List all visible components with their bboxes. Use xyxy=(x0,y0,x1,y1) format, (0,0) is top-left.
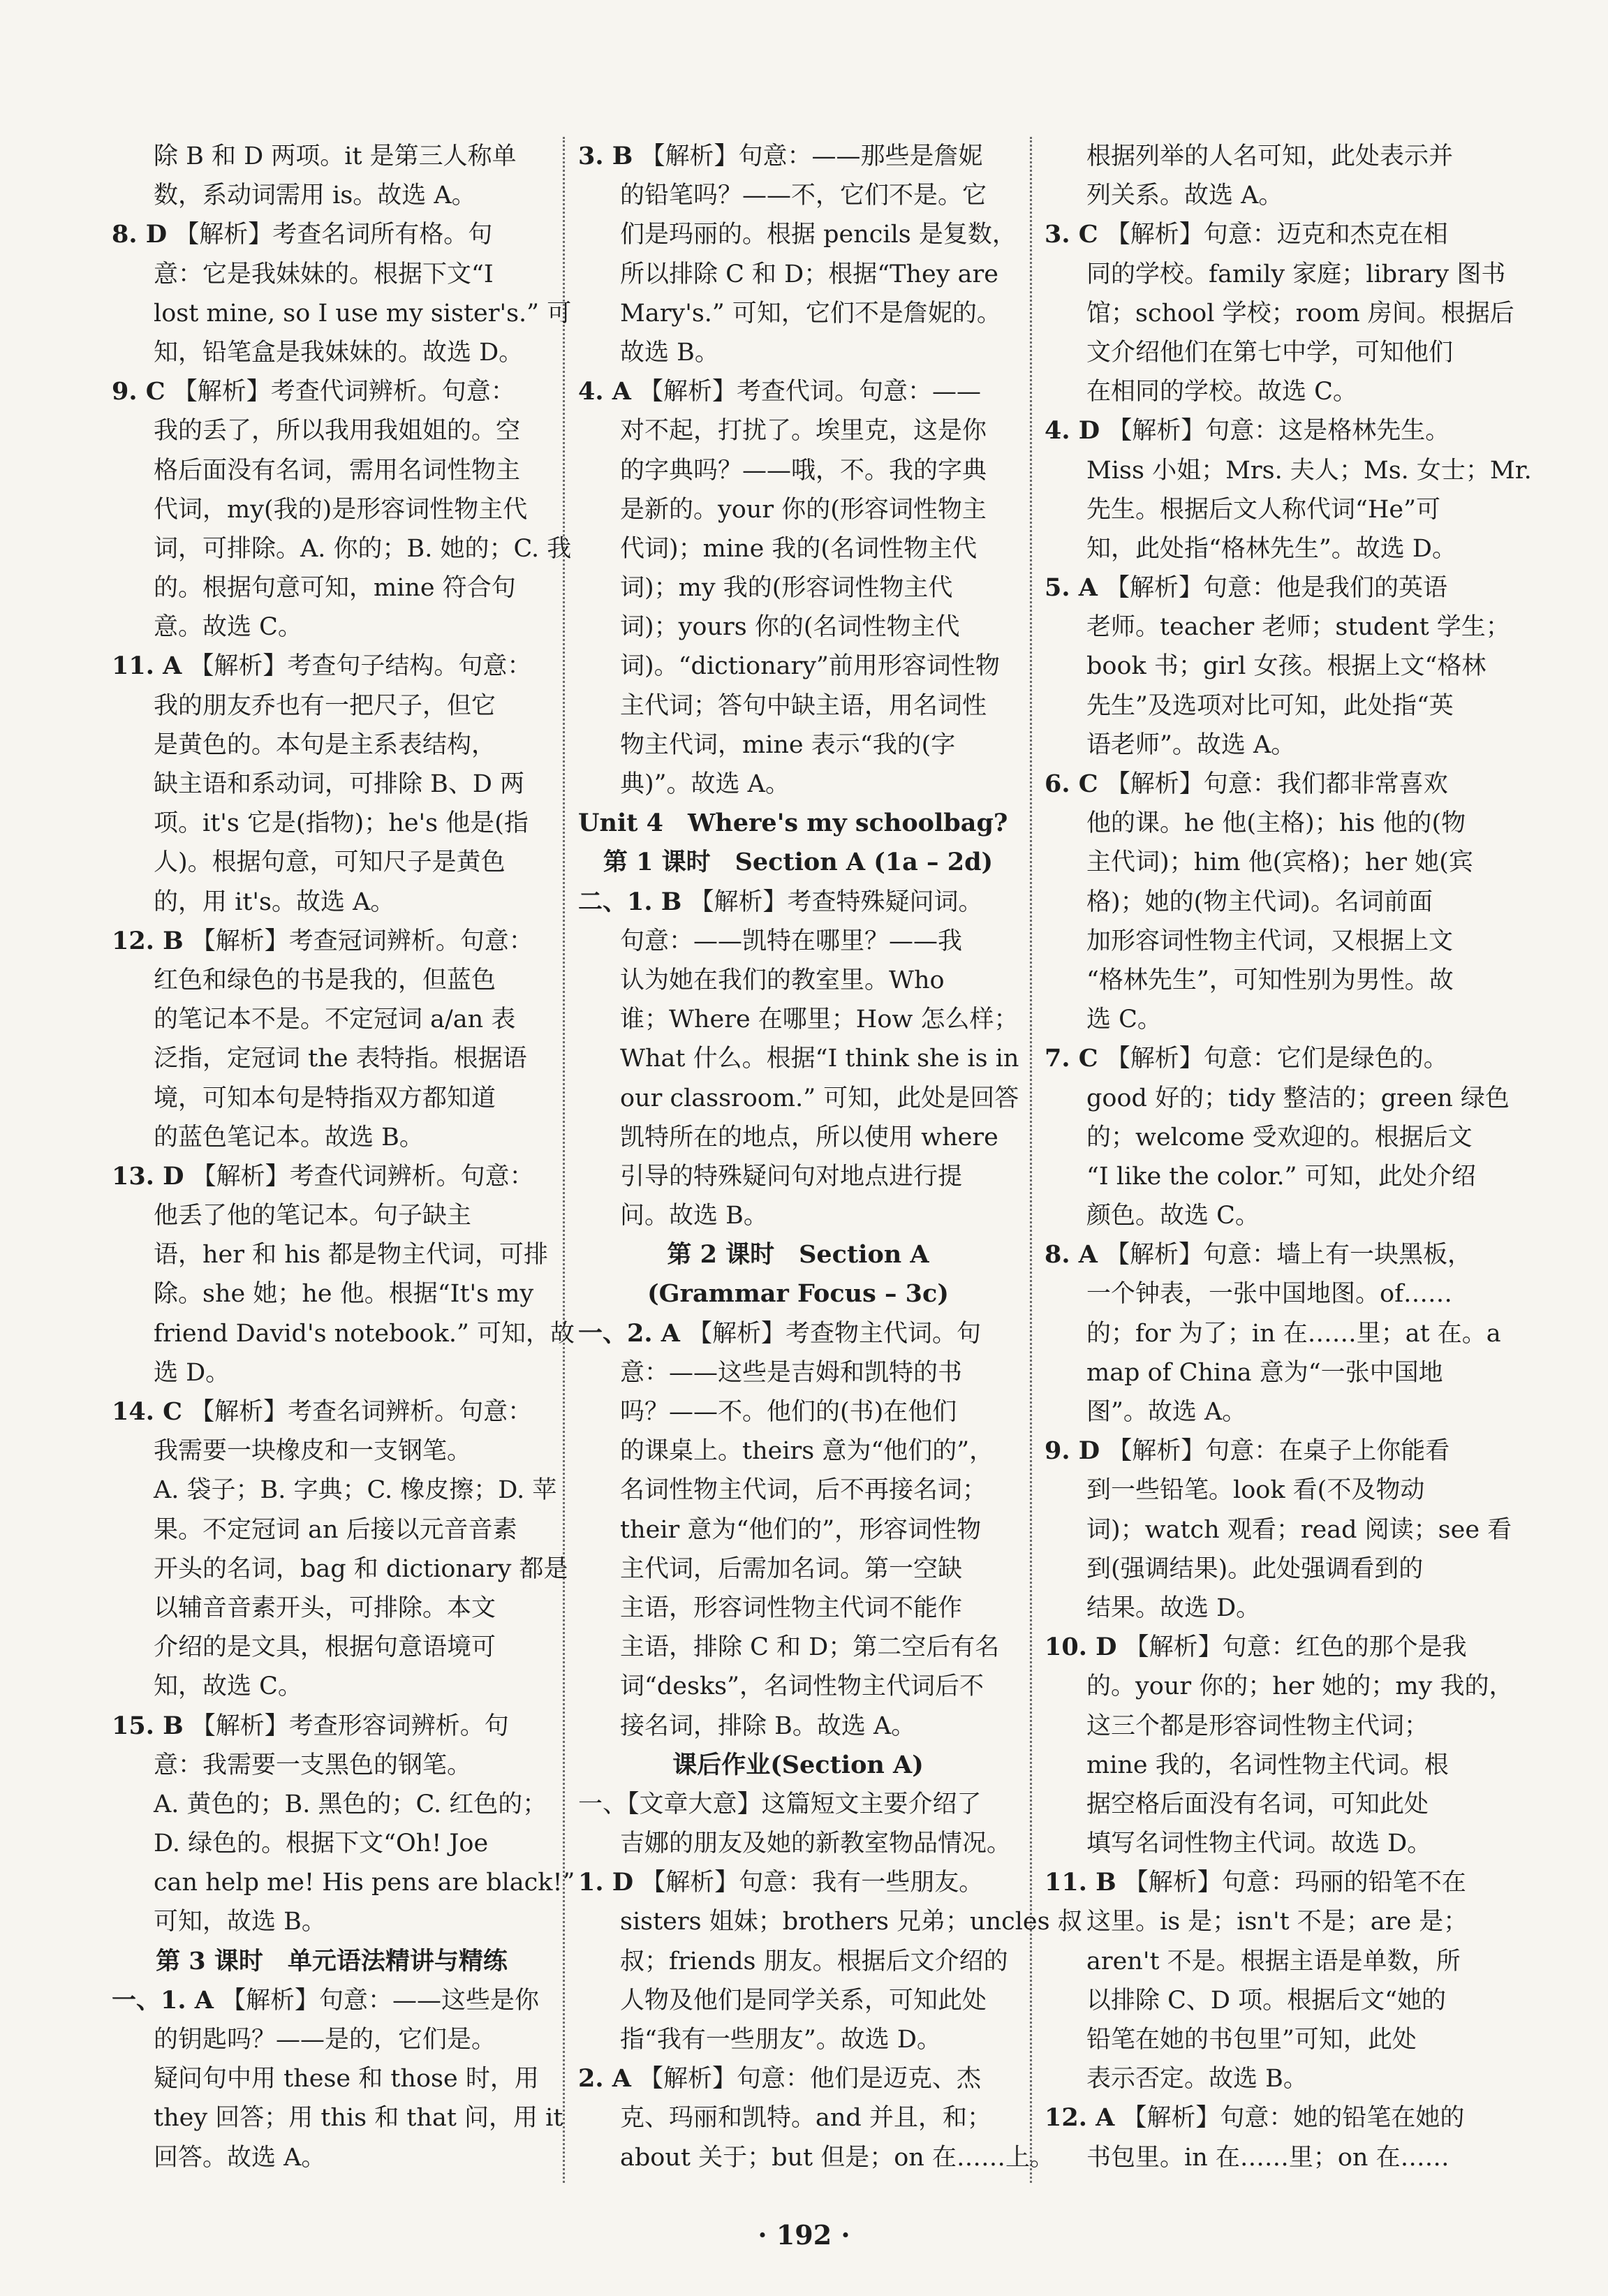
answer-line: our classroom.” 可知，此处是回答 xyxy=(620,1084,1019,1112)
answer-line: A. 黄色的；B. 黑色的；C. 红色的； xyxy=(154,1790,547,1818)
answer-line: book 书；girl 女孩。根据上文“格林 xyxy=(1086,652,1487,681)
answer-line: 所以排除 C 和 D；根据“They are xyxy=(620,260,998,288)
answer-line: 我需要一块橡皮和一支钢笔。 xyxy=(154,1437,472,1466)
answer-line: 主代词)；him 他(宾格)；her 她(宾 xyxy=(1086,848,1473,877)
answer-line: 以排除 C、D 项。根据后文“她的 xyxy=(1086,1986,1446,2015)
answer-line: 们是玛丽的。根据 pencils 是复数， xyxy=(620,221,1017,249)
answer-line: 吉娜的朋友及她的新教室物品情况。 xyxy=(620,1830,1012,1858)
answer-item-start: 一、1. A 【解析】句意：——这些是你 xyxy=(112,1985,540,2015)
answer-line: 代词，my(我的)是形容词性物主代 xyxy=(154,495,528,524)
answer-label: 6. C xyxy=(1045,770,1098,798)
answer-line: 知，此处指“格林先生”。故选 D。 xyxy=(1086,534,1456,563)
answer-line: 除。she 她；he 他。根据“It's my xyxy=(154,1280,534,1309)
answer-line: 到一些铅笔。look 看(不及物动 xyxy=(1086,1476,1425,1505)
answer-line: map of China 意为“一张中国地 xyxy=(1086,1358,1443,1387)
answer-line: 谁；Where 在哪里；How 怎么样； xyxy=(620,1006,1019,1034)
answer-label: 2. A xyxy=(578,2064,631,2093)
answer-line: 一个钟表，一张中国地图。of…… xyxy=(1086,1280,1453,1309)
answer-line: 数，系动词需用 is。故选 A。 xyxy=(154,182,476,210)
answer-item-start: 1. D 【解析】句意：我有一些朋友。 xyxy=(578,1868,984,1897)
answer-line: 据空格后面没有名词，可知此处 xyxy=(1086,1790,1429,1818)
answer-line: 加形容词性物主代词，又根据上文 xyxy=(1086,927,1454,955)
answer-line: 泛指，定冠词 the 表特指。根据语 xyxy=(154,1045,527,1073)
answer-line: 这里。is 是；isn't 不是；are 是； xyxy=(1086,1908,1468,1936)
answer-line: 格)；她的(物主代词)。名词前面 xyxy=(1086,888,1433,916)
answer-line: can help me! His pens are black!” xyxy=(154,1869,575,1897)
answer-item-start: 14. C 【解析】考查名词辨析。句意： xyxy=(112,1397,533,1426)
answer-label: 8. D xyxy=(112,220,168,249)
answer-line: 的蓝色笔记本。故选 B。 xyxy=(154,1123,424,1151)
answer-label: 15. B xyxy=(112,1711,184,1740)
answer-item-start: 一、2. A 【解析】考查物主代词。句 xyxy=(578,1318,982,1348)
answer-line: 词)；my 我的(形容词性物主代 xyxy=(620,574,953,603)
answer-line: 名词性物主代词，后不再接名词； xyxy=(620,1476,987,1505)
answer-item-start: 2. A 【解析】句意：他们是迈克、杰 xyxy=(578,2064,982,2093)
answer-line: 我的丢了，所以我用我姐姐的。空 xyxy=(154,417,521,446)
answer-line: 词)。“dictionary”前用形容词性物 xyxy=(620,652,1000,681)
answer-line: 的钥匙吗？——是的，它们是。 xyxy=(154,2026,496,2054)
answer-line: A. 袋子；B. 字典；C. 橡皮擦；D. 苹 xyxy=(154,1476,557,1505)
answer-line: aren't 不是。根据主语是单数，所 xyxy=(1086,1947,1461,1975)
answer-item-start: 15. B 【解析】考查形容词辨析。句 xyxy=(112,1711,509,1740)
answer-line: 词)；yours 你的(名词性物主代 xyxy=(620,613,960,642)
answer-line: 的课桌上。theirs 意为“他们的”， xyxy=(620,1437,994,1466)
answer-line: 问。故选 B。 xyxy=(620,1202,768,1230)
answer-line: their 意为“他们的”，形容词性物 xyxy=(620,1515,982,1544)
answer-line: friend David's notebook.” 可知，故 xyxy=(154,1319,575,1348)
answer-label: 9. C xyxy=(112,377,165,406)
answer-line: 词“desks”，名词性物主代词后不 xyxy=(620,1672,984,1701)
answer-line: 选 C。 xyxy=(1086,1006,1162,1034)
answer-line: 在相同的学校。故选 C。 xyxy=(1086,378,1357,406)
section-heading: 第 1 课时 Section A (1a – 2d) xyxy=(603,848,994,877)
answer-line: 的字典吗？——哦，不。我的字典 xyxy=(620,456,987,485)
answer-line: 红色和绿色的书是我的，但蓝色 xyxy=(154,966,496,994)
answer-item-start: 12. B 【解析】考查冠词辨析。句意： xyxy=(112,926,533,955)
answer-line: 的。your 你的；her 她的；my 我的， xyxy=(1086,1672,1514,1701)
answer-line: 语老师”。故选 A。 xyxy=(1086,730,1296,759)
answer-line: 指“我有一些朋友”。故选 D。 xyxy=(620,2026,941,2054)
column-divider xyxy=(1030,137,1032,2183)
answer-line: 词，可排除。A. 你的；B. 她的；C. 我 xyxy=(154,534,572,563)
section-heading: 第 2 课时 Section A xyxy=(667,1240,929,1270)
answer-label: 8. A xyxy=(1045,1240,1098,1270)
answer-label: 10. D xyxy=(1045,1633,1117,1662)
answer-line: 凯特所在的地点，所以使用 where xyxy=(620,1123,998,1151)
answer-line: 他丢了他的笔记本。句子缺主 xyxy=(154,1202,472,1230)
answer-line: good 好的；tidy 整洁的；green 绿色 xyxy=(1086,1084,1510,1112)
section-heading: (Grammar Focus – 3c) xyxy=(647,1279,949,1309)
answer-line: 物主代词，mine 表示“我的(字 xyxy=(620,730,956,759)
answer-line: 这三个都是形容词性物主代词； xyxy=(1086,1712,1429,1740)
answer-label: 12. A xyxy=(1045,2103,1115,2133)
answer-item-start: 5. A 【解析】句意：他是我们的英语 xyxy=(1045,573,1448,603)
answer-line: 吗？——不。他们的(书)在他们 xyxy=(620,1398,957,1426)
answer-line: 结果。故选 D。 xyxy=(1086,1594,1261,1622)
answer-line: 格后面没有名词，需用名词性物主 xyxy=(154,456,521,485)
answer-label: 5. A xyxy=(1045,573,1098,603)
answer-item-start: 7. C 【解析】句意：它们是绿色的。 xyxy=(1045,1044,1448,1073)
answer-item-start: 13. D 【解析】考查代词辨析。句意： xyxy=(112,1161,534,1191)
answer-label: 一、2. A xyxy=(578,1318,680,1348)
answer-line: about 关于；but 但是；on 在……上。 xyxy=(620,2143,1054,2172)
answer-line: 对不起，打扰了。埃里克，这是你 xyxy=(620,417,987,446)
answer-line: 主代词；答句中缺主语，用名词性 xyxy=(620,691,987,720)
answer-label: 3. B xyxy=(578,142,633,170)
answer-label: 3. C xyxy=(1045,220,1098,249)
answer-line: 同的学校。family 家庭；library 图书 xyxy=(1086,260,1506,288)
answer-item-start: 12. A 【解析】句意：她的铅笔在她的 xyxy=(1045,2103,1465,2133)
answer-line: 填写名词性物主代词。故选 D。 xyxy=(1086,1830,1432,1858)
answer-line: lost mine, so I use my sister's.” 可 xyxy=(154,299,572,328)
answer-line: 馆；school 学校；room 房间。根据后 xyxy=(1086,299,1514,328)
answer-line: 意。故选 C。 xyxy=(154,613,302,642)
answer-line: 意：它是我妹妹的。根据下文“I xyxy=(154,260,494,288)
answer-line: 的，用 it's。故选 A。 xyxy=(154,888,395,916)
answer-line: 意：我需要一支黑色的钢笔。 xyxy=(154,1751,472,1779)
answer-line: 引导的特殊疑问句对地点进行提 xyxy=(620,1162,963,1191)
answer-item-start: 4. D 【解析】句意：这是格林先生。 xyxy=(1045,416,1450,446)
answer-line: 知，故选 C。 xyxy=(154,1672,302,1701)
answer-item-start: 8. A 【解析】句意：墙上有一块黑板， xyxy=(1045,1240,1473,1270)
answer-line: 回答。故选 A。 xyxy=(154,2143,326,2172)
answer-line: 认为她在我们的教室里。Who xyxy=(620,966,945,994)
answer-item-start: 11. A 【解析】考查句子结构。句意： xyxy=(112,652,532,681)
answer-label: 9. D xyxy=(1045,1436,1100,1466)
answer-line: 的铅笔吗？——不，它们不是。它 xyxy=(620,182,987,210)
answer-line: sisters 姐妹；brothers 兄弟；uncles 叔 xyxy=(620,1908,1082,1936)
answer-line: 先生”及选项对比可知，此处指“英 xyxy=(1086,691,1454,720)
answer-line: 典)”。故选 A。 xyxy=(620,770,790,798)
answer-line: 意：——这些是吉姆和凯特的书 xyxy=(620,1358,963,1387)
answer-line: 文介绍他们在第七中学，可知他们 xyxy=(1086,338,1454,367)
answer-line: 根据列举的人名可知，此处表示并 xyxy=(1086,142,1454,170)
answer-line: Miss 小姐；Mrs. 夫人；Ms. 女士；Mr. xyxy=(1086,456,1532,485)
answer-line: 叔；friends 朋友。根据后文介绍的 xyxy=(620,1947,1008,1975)
answer-line: 列关系。故选 A。 xyxy=(1086,182,1283,210)
answer-line: 人物及他们是同学关系，可知此处 xyxy=(620,1986,987,2015)
answer-item-start: 9. D 【解析】句意：在桌子上你能看 xyxy=(1045,1436,1450,1466)
answer-line: What 什么。根据“I think she is in xyxy=(620,1045,1019,1073)
answer-label: 13. D xyxy=(112,1161,184,1191)
answer-line: 故选 B。 xyxy=(620,338,719,367)
answer-line: 知，铅笔盒是我妹妹的。故选 D。 xyxy=(154,338,524,367)
answer-line: 人)。根据句意，可知尺子是黄色 xyxy=(154,848,506,877)
answer-item-start: 8. D 【解析】考查名词所有格。句 xyxy=(112,220,493,249)
answer-item-start: 10. D 【解析】句意：红色的那个是我 xyxy=(1045,1633,1467,1662)
column-left xyxy=(112,137,575,2177)
answer-line: 我的朋友乔也有一把尺子，但它 xyxy=(154,691,496,720)
answer-line: 句意：——凯特在哪里？——我 xyxy=(620,927,963,955)
answer-line: “I like the color.” 可知，此处介绍 xyxy=(1086,1162,1476,1191)
answer-line: 选 D。 xyxy=(154,1358,230,1387)
answer-label: 12. B xyxy=(112,926,184,955)
answer-line: they 回答；用 this 和 that 问，用 it xyxy=(154,2104,563,2133)
answer-line: 克、玛丽和凯特。and 并且，和； xyxy=(620,2104,991,2133)
answer-label: 14. C xyxy=(112,1397,182,1426)
section-heading: 课后作业(Section A) xyxy=(672,1750,924,1779)
answer-item-start: 一、【文章大意】这篇短文主要介绍了 xyxy=(578,1790,982,1818)
answer-label: 二、1. B xyxy=(578,887,682,916)
answer-item-start: 9. C 【解析】考查代词辨析。句意： xyxy=(112,377,515,406)
answer-line: 缺主语和系动词，可排除 B、D 两 xyxy=(154,770,525,798)
answer-line: 以辅音音素开头，可排除。本文 xyxy=(154,1594,496,1622)
answer-line: mine 我的，名词性物主代词。根 xyxy=(1086,1751,1449,1779)
answer-label: 4. A xyxy=(578,377,631,406)
answer-line: D. 绿色的。根据下文“Oh! Joe xyxy=(154,1830,489,1858)
answer-line: 项。it's 它是(指物)；he's 他是(指 xyxy=(154,809,529,838)
answer-line: 铅笔在她的书包里”可知，此处 xyxy=(1086,2026,1417,2054)
answer-line: 接名词，排除 B。故选 A。 xyxy=(620,1712,916,1740)
answer-label: 7. C xyxy=(1045,1044,1098,1073)
answer-label: 一、1. A xyxy=(112,1985,214,2015)
answer-label: 4. D xyxy=(1045,416,1100,446)
answer-line: 代词)；mine 我的(名词性物主代 xyxy=(620,534,978,563)
answer-item-start: 11. B 【解析】句意：玛丽的铅笔不在 xyxy=(1045,1868,1466,1897)
answer-item-start: 3. C 【解析】句意：迈克和杰克在相 xyxy=(1045,220,1448,249)
answer-item-start: 3. B 【解析】句意：——那些是詹妮 xyxy=(578,142,983,170)
answer-line: 主语，形容词性物主代词不能作 xyxy=(620,1594,963,1622)
answer-line: 先生。根据后文人称代词“He”可 xyxy=(1086,495,1441,524)
answer-line: 果。不定冠词 an 后接以元音音素 xyxy=(154,1515,517,1544)
unit-heading: Unit 4 Where's my schoolbag? xyxy=(578,809,1008,838)
column-right xyxy=(1045,137,1532,2177)
answer-line: 的；for 为了；in 在……里；at 在。a xyxy=(1086,1319,1501,1348)
answer-line: 是黄色的。本句是主系表结构， xyxy=(154,730,496,759)
answer-line: 他的课。he 他(主格)；his 他的(物 xyxy=(1086,809,1466,838)
answer-item-start: 6. C 【解析】句意：我们都非常喜欢 xyxy=(1045,770,1448,798)
answer-line: 表示否定。故选 B。 xyxy=(1086,2065,1308,2093)
page-number: · 192 · xyxy=(758,2219,850,2251)
answer-line: 主代词，后需加名词。第一空缺 xyxy=(620,1554,963,1583)
answer-label: 11. A xyxy=(112,652,182,681)
answer-line: 到(强调结果)。此处强调看到的 xyxy=(1086,1554,1424,1583)
answer-line: 开头的名词，bag 和 dictionary 都是 xyxy=(154,1554,568,1583)
answer-line: 介绍的是文具，根据句意语境可 xyxy=(154,1633,496,1662)
answer-item-start: 4. A 【解析】考查代词。句意：—— xyxy=(578,377,982,406)
answer-line: 老师。teacher 老师；student 学生； xyxy=(1086,613,1510,642)
answer-line: 词)；watch 观看；read 阅读；see 看 xyxy=(1086,1515,1512,1544)
answer-line: 的笔记本不是。不定冠词 a/an 表 xyxy=(154,1006,516,1034)
answer-line: 除 B 和 D 两项。it 是第三人称单 xyxy=(154,142,517,170)
answer-item-start: 二、1. B 【解析】考查特殊疑问词。 xyxy=(578,887,983,916)
answer-line: 图”。故选 A。 xyxy=(1086,1398,1247,1426)
answer-label: 1. D xyxy=(578,1868,634,1897)
answer-label: 11. B xyxy=(1045,1868,1116,1897)
answer-line: 是新的。your 你的(形容词性物主 xyxy=(620,495,987,524)
answer-line: 境，可知本句是特指双方都知道 xyxy=(154,1084,496,1112)
answer-line: “格林先生”，可知性别为男性。故 xyxy=(1086,966,1454,994)
section-heading: 第 3 课时 单元语法精讲与精练 xyxy=(156,1946,508,1975)
answer-line: 主语，排除 C 和 D；第二空后有名 xyxy=(620,1633,1000,1662)
answer-line: 的；welcome 受欢迎的。根据后文 xyxy=(1086,1123,1473,1151)
answer-line: 可知，故选 B。 xyxy=(154,1908,326,1936)
answer-line: 疑问句中用 these 和 those 时，用 xyxy=(154,2065,539,2093)
answer-line: 的。根据句意可知，mine 符合句 xyxy=(154,574,516,603)
answer-line: 颜色。故选 C。 xyxy=(1086,1202,1260,1230)
answer-line: Mary's.” 可知，它们不是詹妮的。 xyxy=(620,299,1001,328)
answer-line: 书包里。in 在……里；on 在…… xyxy=(1086,2143,1450,2172)
answer-line: 语，her 和 his 都是物主代词，可排 xyxy=(154,1241,549,1270)
